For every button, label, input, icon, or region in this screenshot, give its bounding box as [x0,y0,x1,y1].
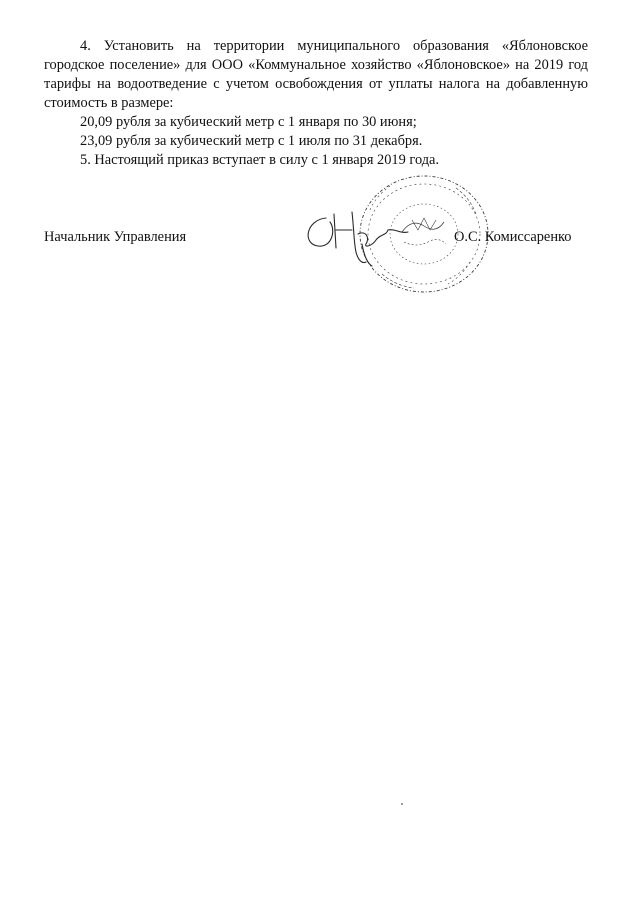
paragraph-item-5: 5. Настоящий приказ вступает в силу с 1 января 2019 года. [80,152,440,168]
document-body [44,37,588,170]
tariff-line-1: 20,09 рубля за кубический метр с 1 января по 30 июня; [80,114,417,130]
tariff-line-2: 23,09 рубля за кубический метр с 1 июля по 31 декабря. [80,133,423,149]
signer-name: О.С. Комиссаренко [454,229,572,245]
signer-position: Начальник Управления [44,229,187,245]
paragraph-item-4: 4. Установить на территории муниципального образования «Яблоновское городское поселение» для ООО «Коммунальное хозяйство «Яблоновское» на 2019 год тарифы на водоотведение с учетом освобождения от уплаты налога на добавленную стоимость в размере: [44,38,588,111]
signature-block [44,228,588,250]
scan-speck [401,803,403,805]
